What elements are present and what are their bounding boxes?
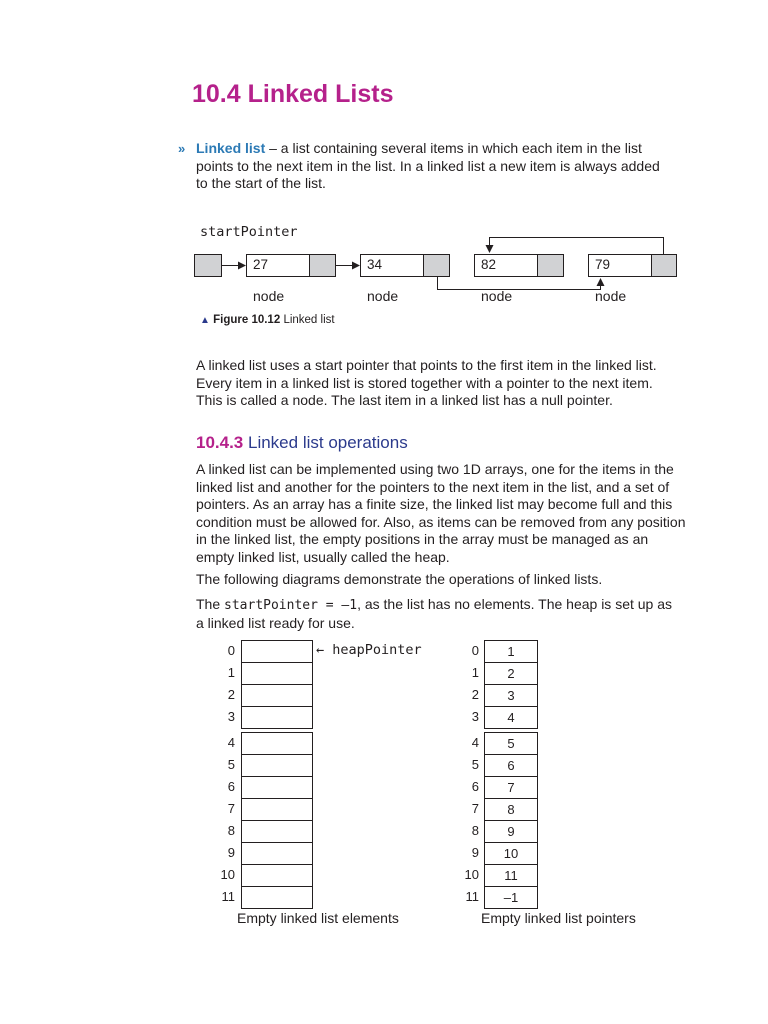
pointer-cell: 5 [484, 732, 538, 755]
para4-prefix: The [196, 596, 225, 612]
node-1-pointer [310, 255, 336, 277]
element-cell [241, 662, 313, 685]
pointers-index-label: 8 [471, 823, 479, 838]
pointers-index-label: 11 [465, 889, 479, 904]
elements-index-label: 2 [227, 687, 235, 702]
pointers-index-label: 10 [464, 867, 479, 882]
node-3-label: node [481, 288, 513, 304]
pointers-index-label: 2 [471, 687, 479, 702]
key-term-bullet-icon: » [178, 141, 186, 156]
pointers-index-label: 1 [471, 665, 479, 680]
pointer-cell: 1 [484, 640, 538, 663]
pointers-index-label: 3 [471, 709, 479, 724]
pointer-cell: 7 [484, 776, 538, 799]
element-cell [241, 640, 313, 663]
pointer-cell: 3 [484, 684, 538, 707]
node-3-pointer [538, 255, 564, 277]
paragraph-implementation: A linked list can be implemented using two 1D arrays, one for the items in the linked list and another for the pointers to the next item in the list, and a set of pointers. As an array has a finite size, the linked list may become full and this condition must be allowed for. Also, as items can be removed from any position in the linked list, the empty positions in the array must be managed as an empty linked list, usually called the heap. [196, 461, 686, 565]
pointers-index-label: 5 [471, 757, 479, 772]
element-cell [241, 706, 313, 729]
pointers-index-label: 4 [471, 735, 479, 750]
element-cell [241, 684, 313, 707]
elements-index-label: 7 [227, 801, 235, 816]
element-cell [241, 732, 313, 755]
triangle-icon: ▲ [200, 315, 210, 326]
paragraph-node-definition: A linked list uses a start pointer that points to the first item in the linked list. Every item in a linked list is stored together with a pointer to the next item. This is called a node. The last item in a linked list has a null pointer. [196, 357, 657, 408]
node-2-value: 34 [367, 257, 383, 272]
element-cell [241, 754, 313, 777]
paragraph-start-pointer [196, 596, 681, 632]
elements-index-label: 0 [227, 643, 235, 658]
element-cell [241, 842, 313, 865]
caption-empty-elements: Empty linked list elements [237, 910, 399, 926]
start-pointer-code: startPointer = –1 [224, 598, 358, 613]
elements-index-label: 11 [221, 889, 235, 904]
element-cell [241, 864, 313, 887]
pointer-cell: 10 [484, 842, 538, 865]
node-1-value: 27 [253, 257, 269, 272]
element-cell [241, 776, 313, 799]
node-3-value: 82 [481, 257, 497, 272]
elements-index-label: 8 [227, 823, 235, 838]
pointer-cell: 8 [484, 798, 538, 821]
paragraph-diagrams-intro: The following diagrams demonstrate the operations of linked lists. [196, 571, 603, 587]
connector-node4-to-node3 [490, 238, 664, 255]
figure-caption-text: Linked list [283, 314, 335, 326]
pointer-cell: 11 [484, 864, 538, 887]
start-pointer-label: startPointer [200, 224, 298, 240]
definition-term: Linked list [196, 140, 266, 156]
elements-index-label: 10 [220, 867, 235, 882]
definition-body: – a list containing several items in which each item in the list points to the next item in the list. In a linked list a new item is always added to the start of the list. [196, 140, 660, 191]
elements-index-label: 9 [227, 845, 235, 860]
subsection-heading [196, 433, 408, 453]
pointers-index-label: 0 [471, 643, 479, 658]
node-4-label: node [595, 288, 627, 304]
connector-node2-to-node4 [438, 277, 601, 290]
node-1-label: node [253, 288, 285, 304]
elements-index-label: 5 [227, 757, 235, 772]
pointer-cell: 4 [484, 706, 538, 729]
figure-caption [200, 314, 335, 326]
pointer-cell: –1 [484, 886, 538, 909]
start-pointer-box [195, 255, 222, 277]
pointers-index-label: 6 [471, 779, 479, 794]
element-cell [241, 820, 313, 843]
pointers-index-label: 7 [471, 801, 479, 816]
elements-index-label: 4 [227, 735, 235, 750]
subsection-number: 10.4.3 [196, 433, 244, 452]
figure-number: Figure 10.12 [213, 314, 281, 326]
heap-pointer-label: ← heapPointer [316, 642, 422, 658]
elements-index-label: 6 [227, 779, 235, 794]
pointer-cell: 2 [484, 662, 538, 685]
elements-index-label: 3 [227, 709, 235, 724]
node-2-label: node [367, 288, 399, 304]
pointer-cell: 6 [484, 754, 538, 777]
node-4-value: 79 [595, 257, 611, 272]
para4-suffix: , as the list has no elements. The heap is set up as a linked list ready for use. [196, 596, 673, 631]
section-title: Linked Lists [247, 80, 394, 108]
node-2-pointer [424, 255, 450, 277]
pointers-index-label: 9 [471, 845, 479, 860]
subsection-title: Linked list operations [248, 433, 408, 452]
node-4-pointer [652, 255, 677, 277]
elements-index-label: 1 [227, 665, 235, 680]
pointer-cell: 9 [484, 820, 538, 843]
section-number: 10.4 [192, 80, 241, 108]
element-cell [241, 798, 313, 821]
caption-empty-pointers: Empty linked list pointers [481, 910, 636, 926]
element-cell [241, 886, 313, 909]
